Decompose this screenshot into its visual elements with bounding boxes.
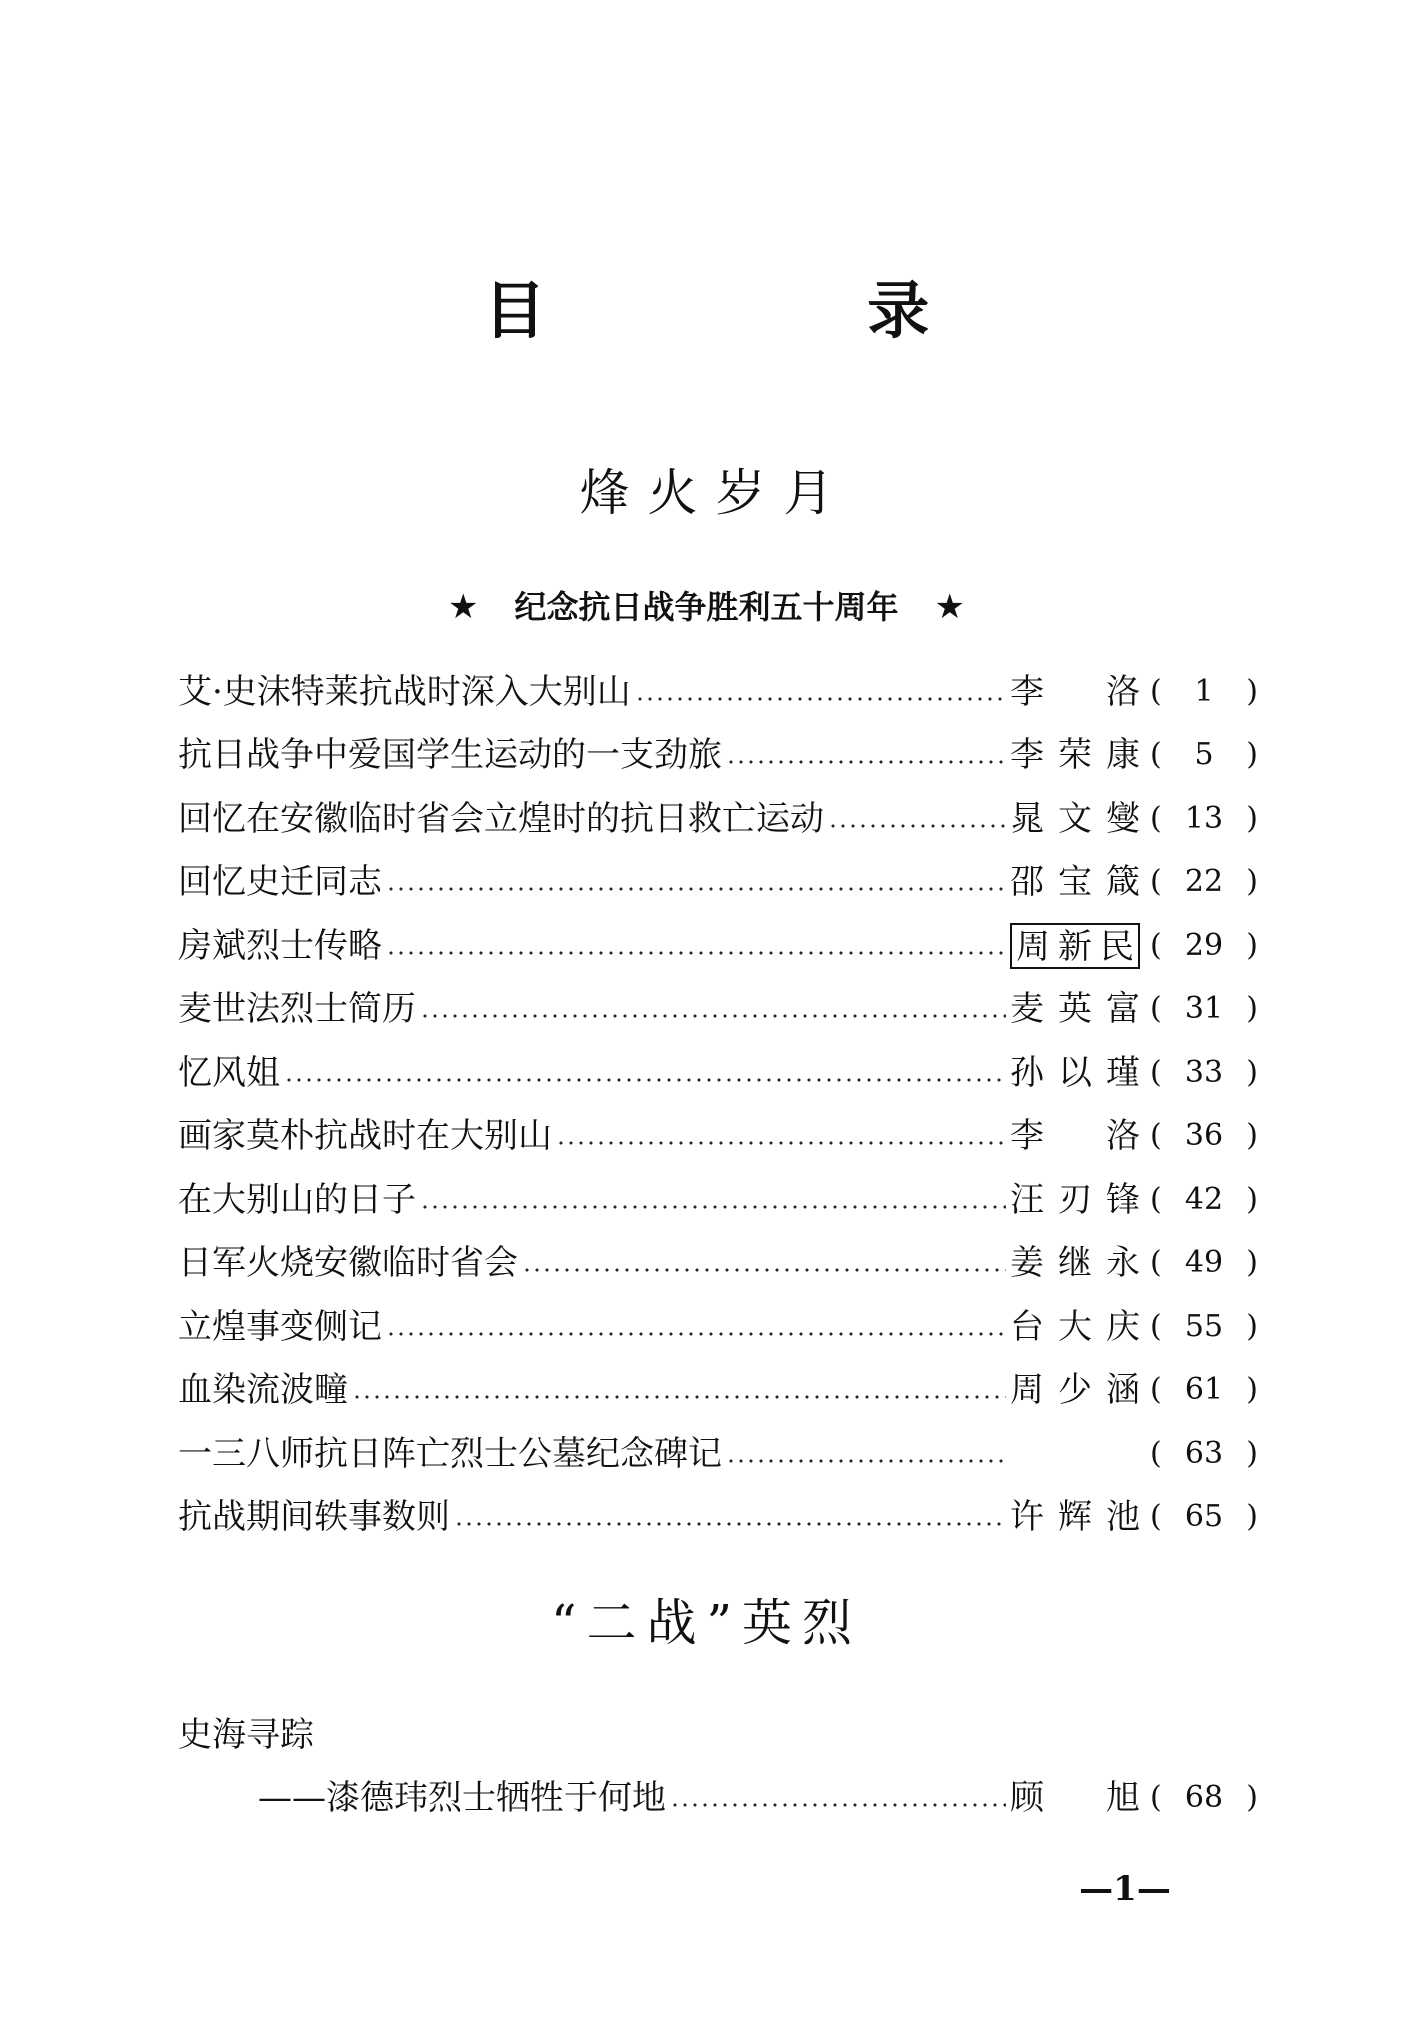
star-icon: ★: [448, 587, 479, 627]
toc-entry[interactable]: [178, 1295, 1258, 1359]
entry-page: 36: [1184, 1118, 1224, 1154]
page-number: —1—: [1079, 1869, 1171, 1909]
section-title: “二战”英烈: [550, 1594, 863, 1652]
entry-title: 一三八师抗日阵亡烈士公墓纪念碑记: [178, 1433, 722, 1474]
entry-title: 画家莫朴抗战时在大别山: [178, 1116, 552, 1157]
toc-entry[interactable]: [178, 1422, 1258, 1486]
entry-page-ref: ( 1 ): [1150, 673, 1258, 709]
toc-entry[interactable]: [178, 1168, 1258, 1232]
entry-author: 李 洛: [1010, 671, 1140, 712]
entry-page-ref: ( 49 ): [1150, 1245, 1258, 1281]
toc-entry[interactable]: [178, 660, 1258, 724]
entry-author: 晁文燮: [1010, 798, 1140, 839]
entry-author: 周少涵: [1010, 1370, 1140, 1411]
entry-page: 61: [1184, 1372, 1224, 1408]
entry-page-ref: ( 33 ): [1150, 1054, 1258, 1090]
dot-leader: [670, 1803, 1006, 1807]
entry-title: 日军火烧安徽临时省会: [178, 1243, 518, 1284]
entry-title: 回忆在安徽临时省会立煌时的抗日救亡运动: [178, 798, 824, 839]
entry-page-ref: ( 65 ): [1150, 1499, 1258, 1535]
toc-entry[interactable]: [178, 724, 1258, 788]
toc-entry[interactable]: [178, 1359, 1258, 1423]
dot-leader: [386, 887, 1006, 891]
dot-leader: [726, 1459, 1006, 1463]
entry-heading: 史海寻踪: [178, 1715, 314, 1755]
toc-entry[interactable]: [178, 1486, 1258, 1550]
entry-page: 63: [1184, 1435, 1224, 1471]
dot-leader: [284, 1078, 1006, 1082]
entry-page: 29: [1184, 927, 1224, 963]
star-icon: ★: [934, 587, 965, 627]
entry-page: 55: [1184, 1308, 1224, 1344]
toc-entry[interactable]: [258, 1766, 1258, 1830]
dot-leader: [828, 824, 1006, 828]
entry-page: 49: [1184, 1245, 1224, 1281]
page-title: 目 录: [483, 274, 1080, 347]
entry-page-ref: ( 55 ): [1150, 1308, 1258, 1344]
entry-page: 1: [1194, 673, 1214, 709]
dot-leader: [454, 1522, 1006, 1526]
entry-page-ref: ( 22 ): [1150, 864, 1258, 900]
dot-leader: [726, 760, 1006, 764]
entry-page-ref: ( 42 ): [1150, 1181, 1258, 1217]
entry-author: 许辉池: [1010, 1497, 1140, 1538]
banner-text: 纪念抗日战争胜利五十周年: [514, 588, 899, 626]
entry-title: 麦世法烈士简历: [178, 989, 416, 1030]
entry-page: 5: [1194, 737, 1214, 773]
entry-page-ref: ( 13 ): [1150, 800, 1258, 836]
toc-entry[interactable]: [178, 914, 1258, 978]
entry-page: 13: [1184, 800, 1224, 836]
dot-leader: [556, 1141, 1006, 1145]
entry-page: 22: [1184, 864, 1224, 900]
entry-title: 房斌烈士传略: [178, 925, 382, 966]
entry-page: 68: [1184, 1779, 1224, 1815]
entry-title: 忆风姐: [178, 1052, 280, 1093]
entry-page: 33: [1184, 1054, 1224, 1090]
dot-leader: [420, 1205, 1006, 1209]
entry-page-ref: ( 5 ): [1150, 737, 1258, 773]
entry-author: 邵宝箴: [1010, 862, 1140, 903]
entry-page: 65: [1184, 1499, 1224, 1535]
entry-author: 孙以瑾: [1010, 1052, 1140, 1093]
toc-entry[interactable]: [178, 1105, 1258, 1169]
entry-author: 汪刃锋: [1010, 1179, 1140, 1220]
dot-leader: [352, 1395, 1006, 1399]
entry-title: 抗战期间轶事数则: [178, 1497, 450, 1538]
toc-list: [178, 660, 1258, 1549]
toc-entry[interactable]: [178, 787, 1258, 851]
entry-title: 抗日战争中爱国学生运动的一支劲旅: [178, 735, 722, 776]
entry-author: 顾 旭: [1010, 1777, 1140, 1818]
dot-leader: [420, 1014, 1006, 1018]
entry-page-ref: ( 29 ): [1150, 927, 1258, 963]
section-title: 烽火岁月: [579, 464, 852, 522]
entry-page-ref: ( 68 ): [1150, 1779, 1258, 1815]
toc-entry[interactable]: [178, 1041, 1258, 1105]
toc-sub-list: [258, 1766, 1258, 1830]
entry-author: 麦英富: [1010, 989, 1140, 1030]
dot-leader: [522, 1268, 1006, 1272]
entry-title: 血染流波疃: [178, 1370, 348, 1411]
dot-leader: [386, 951, 1006, 955]
entry-page-ref: ( 36 ): [1150, 1118, 1258, 1154]
section-banner: [0, 587, 1413, 627]
entry-author: 台大庆: [1010, 1306, 1140, 1347]
entry-author: 姜继永: [1010, 1243, 1140, 1284]
entry-title: ——漆德玮烈士牺牲于何地: [258, 1777, 666, 1818]
toc-entry[interactable]: [178, 978, 1258, 1042]
toc-entry[interactable]: [178, 1232, 1258, 1296]
entry-title: 艾·史沫特莱抗战时深入大别山: [178, 671, 631, 712]
entry-author: 李荣康: [1010, 735, 1140, 776]
entry-page-ref: ( 31 ): [1150, 991, 1258, 1027]
entry-page: 31: [1184, 991, 1224, 1027]
entry-title: 立煌事变侧记: [178, 1306, 382, 1347]
entry-page-ref: ( 63 ): [1150, 1435, 1258, 1471]
toc-entry[interactable]: [178, 851, 1258, 915]
dot-leader: [386, 1332, 1006, 1336]
entry-page-ref: ( 61 ): [1150, 1372, 1258, 1408]
entry-title: 回忆史迁同志: [178, 862, 382, 903]
entry-author: 李 洛: [1010, 1116, 1140, 1157]
entry-title: 在大别山的日子: [178, 1179, 416, 1220]
entry-page: 42: [1184, 1181, 1224, 1217]
dot-leader: [635, 697, 1006, 701]
entry-author-boxed: 周新民: [1010, 923, 1140, 969]
